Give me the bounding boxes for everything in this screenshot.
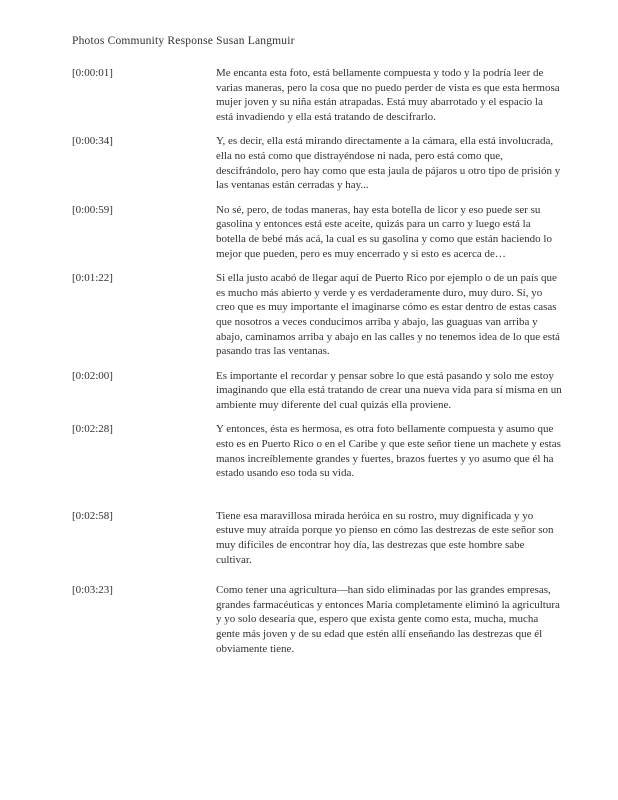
entry-timestamp: [0:03:23] xyxy=(72,584,113,597)
entry-timestamp: [0:00:01] xyxy=(72,67,113,79)
transcript-entry xyxy=(72,203,562,261)
transcript-entry xyxy=(72,66,562,124)
entry-timestamp: [0:00:34] xyxy=(72,135,113,148)
entry-timestamp: [0:02:28] xyxy=(72,423,113,436)
transcript-entry xyxy=(72,369,562,413)
transcript-entry xyxy=(72,583,562,656)
entry-timestamp: [0:01:22] xyxy=(72,272,113,285)
entry-text: Y entonces, ésta es hermosa, es otra foto bellamente compuesta y asumo que esto es en Puerto Rico o en el Caribe y que este señor tiene un machete y estas manos increíblemente grandes y fuertes, brazos fuertes y yo asumo que él ha estado usando eso toda su vida. xyxy=(216,423,561,480)
entry-timestamp: [0:00:59] xyxy=(72,203,113,216)
transcript xyxy=(72,66,562,656)
entry-text: Me encanta esta foto, está bellamente compuesta y todo y la podría leer de varias maneras, pero la cosa que no puedo perder de vista es que esta hermosa mujer joven y su niña están atrapadas. Está muy abarrotado y el espacio la está invadiendo y ella está tratando de descifrarlo. xyxy=(216,67,560,123)
entry-text: Es importante el recordar y pensar sobre lo que está pasando y solo me estoy imaginando que ella está tratando de crear una nueva vida para sí misma en un ambiente muy diferente del cual quizás ella proviene. xyxy=(216,369,562,411)
entry-text: Si ella justo acabó de llegar aquí de Puerto Rico por ejemplo o de un país que es mucho más abierto y verde y es verdaderamente duro, muy duro. Sí, yo creo que es muy importante el imaginarse cómo es estar dentro de estas casas que nosotros a veces conducimos arriba y abajo, las guaguas van arriba y abajo, caminamos arriba y abajo en las calles y no tenemos idea de lo que está pasando tras las ventanas. xyxy=(216,272,560,358)
entry-timestamp: [0:02:58] xyxy=(72,509,113,522)
entry-text: No sé, pero, de todas maneras, hay esta botella de licor y eso puede ser su gasolina y entonces está este aceite, quizás para un carro y luego está la botella de bebé más acá, la cual es su gasolina y como que están haciendo lo mejor que pueden, pero es muy encerrado y si esto es acerca de… xyxy=(216,203,552,260)
entry-text: Y, es decir, ella está mirando directamente a la cámara, ella está involucrada, ella no está como que distrayéndose ni nada, pero está como que, descifrándolo, pero hay como que esta jaula de pájaros u otro tipo de prisión y las ventanas están cerradas y hay... xyxy=(216,135,561,192)
entry-text: Tiene esa maravillosa mirada heróica en su rostro, muy dignificada y yo estuve muy atraída porque yo pienso en cómo las destrezas de este señor son muy difíciles de encontrar hoy día, las destrezas que este hombre sabe cultivar. xyxy=(216,509,554,566)
transcript-entry xyxy=(72,422,562,480)
entry-timestamp: [0:02:00] xyxy=(72,369,113,382)
transcript-entry xyxy=(72,271,562,359)
transcript-entry xyxy=(72,509,562,567)
entry-text: Como tener una agricultura—han sido eliminadas por las grandes empresas, grandes farmacéuticas y entonces María completamente eliminó la agricultura y yo solo desearía que, espero que exista gente como esta, mucha, mucha gente más joven y de su edad que estén allí enseñando las destrezas que él obviamente tiene. xyxy=(216,584,560,655)
transcript-entry xyxy=(72,134,562,192)
document-title: Photos Community Response Susan Langmuir xyxy=(72,35,295,47)
